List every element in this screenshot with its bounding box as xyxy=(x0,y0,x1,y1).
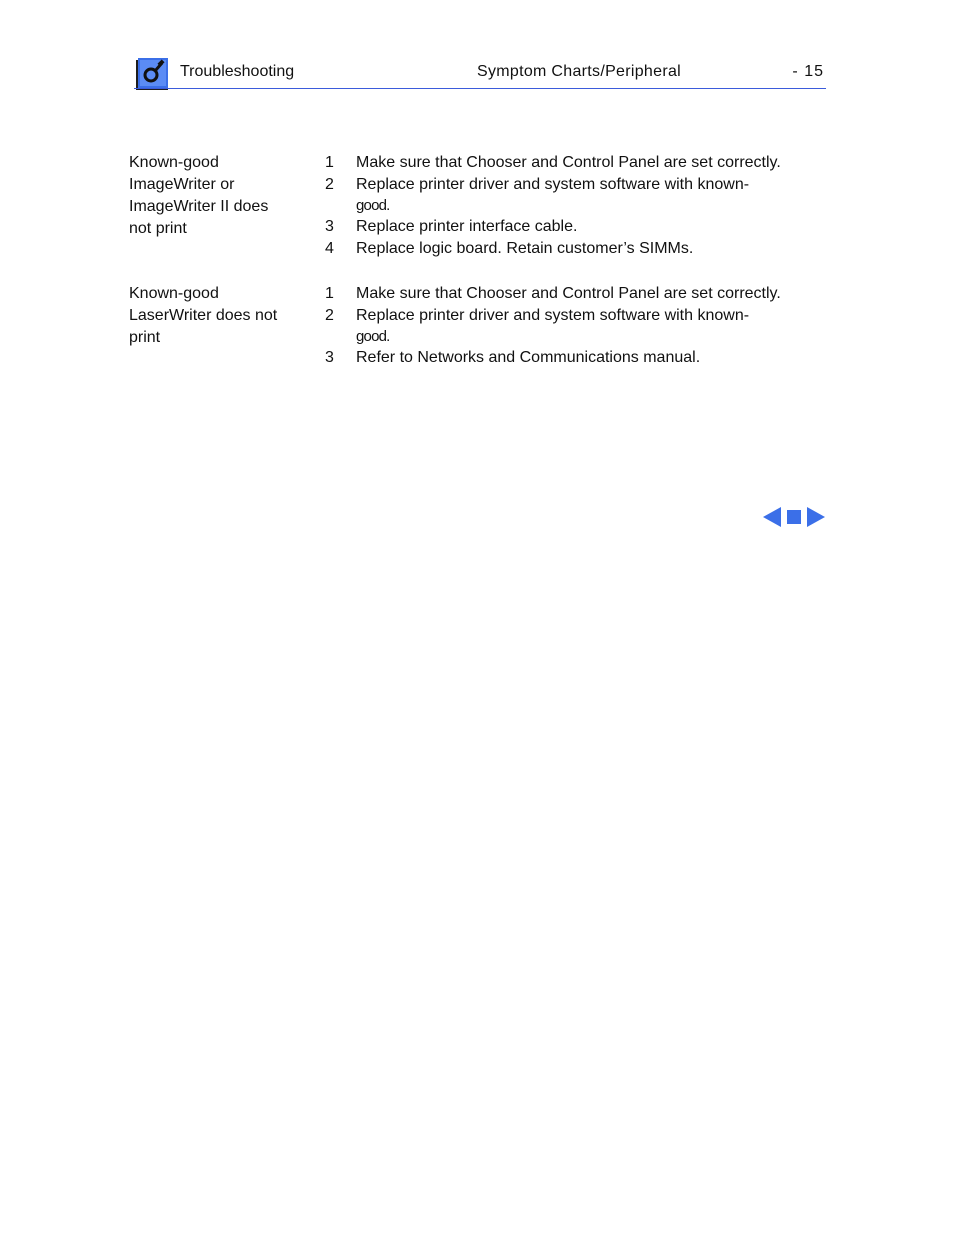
section-name: Troubleshooting xyxy=(180,63,295,80)
solution-step: 1 Make sure that Chooser and Control Panel are set correctly. xyxy=(325,285,781,302)
solution-step: 3 Refer to Networks and Communications manual. xyxy=(325,349,701,366)
page-header xyxy=(134,56,826,90)
symptom-label: Known-good ImageWriter or ImageWriter II does not print xyxy=(129,154,269,237)
solution-steps xyxy=(325,283,825,369)
right-arrow-icon[interactable] xyxy=(807,507,825,527)
page-navigation xyxy=(763,506,827,528)
solution-step: 2 Replace printer driver and system software with known- good. xyxy=(325,176,750,214)
chapter-name: Symptom Charts/Peripheral xyxy=(477,63,682,80)
page-number: - 15 xyxy=(792,63,824,80)
solution-steps xyxy=(325,152,825,260)
solution-step: 3 Replace printer interface cable. xyxy=(325,218,578,235)
toolbox-logo-icon xyxy=(134,56,170,92)
square-home-icon[interactable] xyxy=(787,510,801,524)
solution-step: 2 Replace printer driver and system software with known- good. xyxy=(325,307,750,345)
solution-step: 1 Make sure that Chooser and Control Panel are set correctly. xyxy=(325,154,781,171)
header-rule xyxy=(134,88,826,89)
symptom-label: Known-good LaserWriter does not print xyxy=(129,285,278,346)
left-arrow-icon[interactable] xyxy=(763,507,781,527)
solution-step: 4 Replace logic board. Retain customer’s SIMMs. xyxy=(325,240,694,257)
